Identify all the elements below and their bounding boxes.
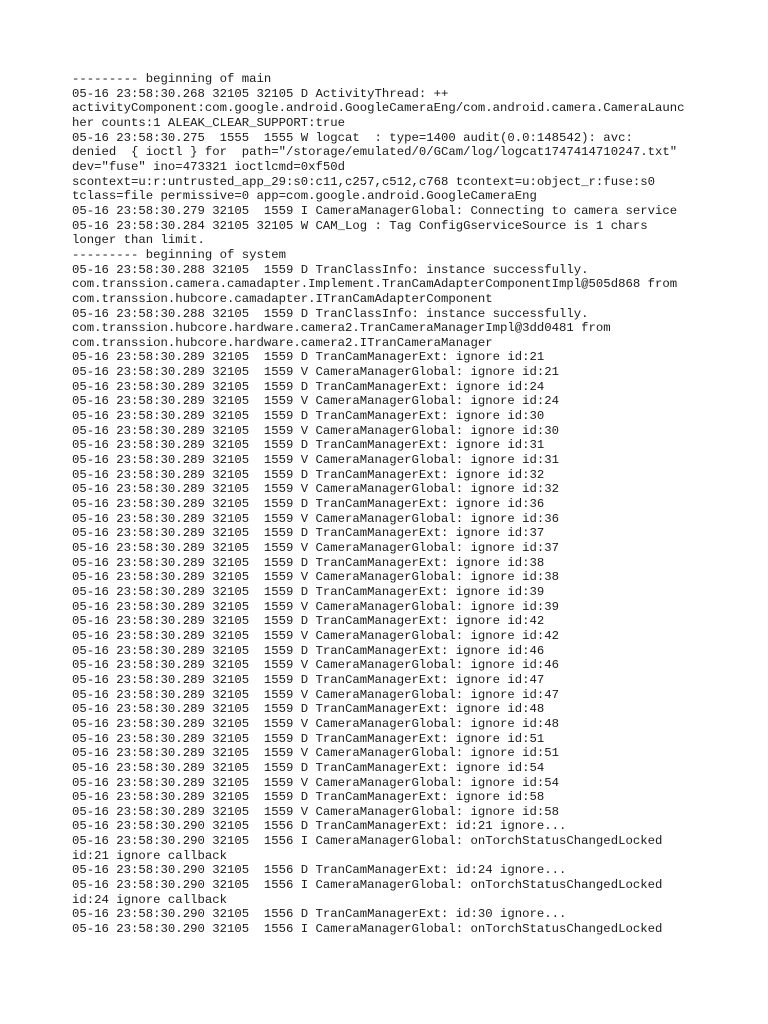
log-line: 05-16 23:58:30.289 32105 1559 D TranCamManagerExt: ignore id:38: [72, 555, 545, 570]
log-line: com.transsion.hubcore.hardware.camera2.ITranCameraManager: [72, 335, 493, 350]
log-line: --------- beginning of system: [72, 247, 287, 262]
log-line: 05-16 23:58:30.289 32105 1559 V CameraManagerGlobal: ignore id:48: [72, 716, 560, 731]
log-line: activityComponent:com.google.android.GoogleCameraEng/com.android.camera.CameraLaunc: [72, 101, 685, 116]
log-line: 05-16 23:58:30.290 32105 1556 I CameraManagerGlobal: onTorchStatusChangedLocked: [72, 922, 663, 937]
log-line: id:24 ignore callback: [72, 892, 227, 907]
log-line: her counts:1 ALEAK_CLEAR_SUPPORT:true: [72, 115, 346, 130]
log-line: 05-16 23:58:30.290 32105 1556 I CameraManagerGlobal: onTorchStatusChangedLocked: [72, 834, 663, 849]
log-line: 05-16 23:58:30.289 32105 1559 V CameraManagerGlobal: ignore id:30: [72, 423, 560, 438]
log-line: 05-16 23:58:30.289 32105 1559 D TranCamManagerExt: ignore id:46: [72, 643, 545, 658]
log-line: 05-16 23:58:30.289 32105 1559 D TranCamManagerExt: ignore id:42: [72, 614, 545, 629]
log-line: 05-16 23:58:30.290 32105 1556 D TranCamManagerExt: id:24 ignore...: [72, 863, 567, 878]
log-line: id:21 ignore callback: [72, 848, 227, 863]
log-line: 05-16 23:58:30.289 32105 1559 D TranCamManagerExt: ignore id:47: [72, 672, 545, 687]
log-line: 05-16 23:58:30.289 32105 1559 V CameraManagerGlobal: ignore id:24: [72, 394, 560, 409]
log-line: scontext=u:r:untrusted_app_29:s0:c11,c257,c512,c768 tcontext=u:object_r:fuse:s0: [72, 174, 655, 189]
log-line: 05-16 23:58:30.289 32105 1559 D TranCamManagerExt: ignore id:30: [72, 409, 545, 424]
log-line: 05-16 23:58:30.289 32105 1559 V CameraManagerGlobal: ignore id:54: [72, 775, 560, 790]
log-line: com.transsion.hubcore.hardware.camera2.TranCameraManagerImpl@3dd0481 from: [72, 321, 611, 336]
log-line: 05-16 23:58:30.279 32105 1559 I CameraManagerGlobal: Connecting to camera service: [72, 203, 678, 218]
log-line: tclass=file permissive=0 app=com.google.android.GoogleCameraEng: [72, 189, 537, 204]
logcat-text-block: [72, 72, 702, 937]
log-line: 05-16 23:58:30.289 32105 1559 D TranCamManagerExt: ignore id:31: [72, 438, 545, 453]
log-line: 05-16 23:58:30.289 32105 1559 D TranCamManagerExt: ignore id:51: [72, 731, 545, 746]
log-line: 05-16 23:58:30.289 32105 1559 V CameraManagerGlobal: ignore id:42: [72, 628, 560, 643]
log-line: 05-16 23:58:30.284 32105 32105 W CAM_Log : Tag ConfigGserviceSource is 1 chars: [72, 218, 648, 233]
log-line: com.transsion.camera.camadapter.Implement.TranCamAdapterComponentImpl@505d868 from: [72, 277, 678, 292]
log-line: 05-16 23:58:30.289 32105 1559 V CameraManagerGlobal: ignore id:37: [72, 541, 560, 555]
log-line: 05-16 23:58:30.289 32105 1559 V CameraManagerGlobal: ignore id:21: [72, 365, 560, 380]
log-line: 05-16 23:58:30.289 32105 1559 V CameraManagerGlobal: ignore id:46: [72, 658, 560, 673]
log-line: 05-16 23:58:30.289 32105 1559 V CameraManagerGlobal: ignore id:36: [72, 511, 560, 526]
log-line: 05-16 23:58:30.289 32105 1559 V CameraManagerGlobal: ignore id:47: [72, 687, 560, 702]
log-line: 05-16 23:58:30.289 32105 1559 D TranCamManagerExt: ignore id:21: [72, 350, 545, 365]
log-line: 05-16 23:58:30.289 32105 1559 V CameraManagerGlobal: ignore id:31: [72, 453, 560, 468]
log-line: 05-16 23:58:30.289 32105 1559 V CameraManagerGlobal: ignore id:58: [72, 804, 560, 819]
log-line: 05-16 23:58:30.289 32105 1559 V CameraManagerGlobal: ignore id:38: [72, 570, 560, 585]
log-line: 05-16 23:58:30.289 32105 1559 D TranCamManagerExt: ignore id:37: [72, 526, 545, 541]
log-line: 05-16 23:58:30.289 32105 1559 D TranCamManagerExt: ignore id:36: [72, 497, 545, 512]
log-line: 05-16 23:58:30.288 32105 1559 D TranClassInfo: instance successfully.: [72, 306, 589, 321]
log-line: 05-16 23:58:30.289 32105 1559 D TranCamManagerExt: ignore id:32: [72, 467, 545, 482]
log-line: 05-16 23:58:30.289 32105 1559 D TranCamManagerExt: ignore id:39: [72, 584, 545, 599]
log-line: 05-16 23:58:30.290 32105 1556 D TranCamManagerExt: id:21 ignore...: [72, 819, 567, 834]
log-line: 05-16 23:58:30.290 32105 1556 I CameraManagerGlobal: onTorchStatusChangedLocked: [72, 878, 663, 893]
log-line: denied { ioctl } for path="/storage/emulated/0/GCam/log/logcat1747414710247.txt": [72, 145, 678, 160]
log-line: longer than limit.: [72, 233, 205, 248]
log-line: 05-16 23:58:30.288 32105 1559 D TranClassInfo: instance successfully.: [72, 262, 589, 277]
log-line: 05-16 23:58:30.290 32105 1556 D TranCamManagerExt: id:30 ignore...: [72, 907, 567, 922]
log-line: --------- beginning of main: [72, 72, 272, 86]
log-line: 05-16 23:58:30.268 32105 32105 D ActivityThread: ++: [72, 86, 449, 101]
log-line: 05-16 23:58:30.289 32105 1559 D TranCamManagerExt: ignore id:48: [72, 702, 545, 717]
log-line: 05-16 23:58:30.289 32105 1559 V CameraManagerGlobal: ignore id:51: [72, 746, 560, 761]
log-line: 05-16 23:58:30.289 32105 1559 D TranCamManagerExt: ignore id:54: [72, 760, 545, 775]
log-line: 05-16 23:58:30.289 32105 1559 V CameraManagerGlobal: ignore id:39: [72, 599, 560, 614]
log-line: 05-16 23:58:30.275 1555 1555 W logcat : type=1400 audit(0.0:148542): avc:: [72, 130, 633, 145]
log-line: dev="fuse" ino=473321 ioctlcmd=0xf50d: [72, 159, 346, 174]
log-line: com.transsion.hubcore.camadapter.ITranCamAdapterComponent: [72, 291, 493, 306]
log-line: 05-16 23:58:30.289 32105 1559 D TranCamManagerExt: ignore id:58: [72, 790, 545, 805]
log-line: 05-16 23:58:30.289 32105 1559 V CameraManagerGlobal: ignore id:32: [72, 482, 560, 497]
log-line: 05-16 23:58:30.289 32105 1559 D TranCamManagerExt: ignore id:24: [72, 379, 545, 394]
